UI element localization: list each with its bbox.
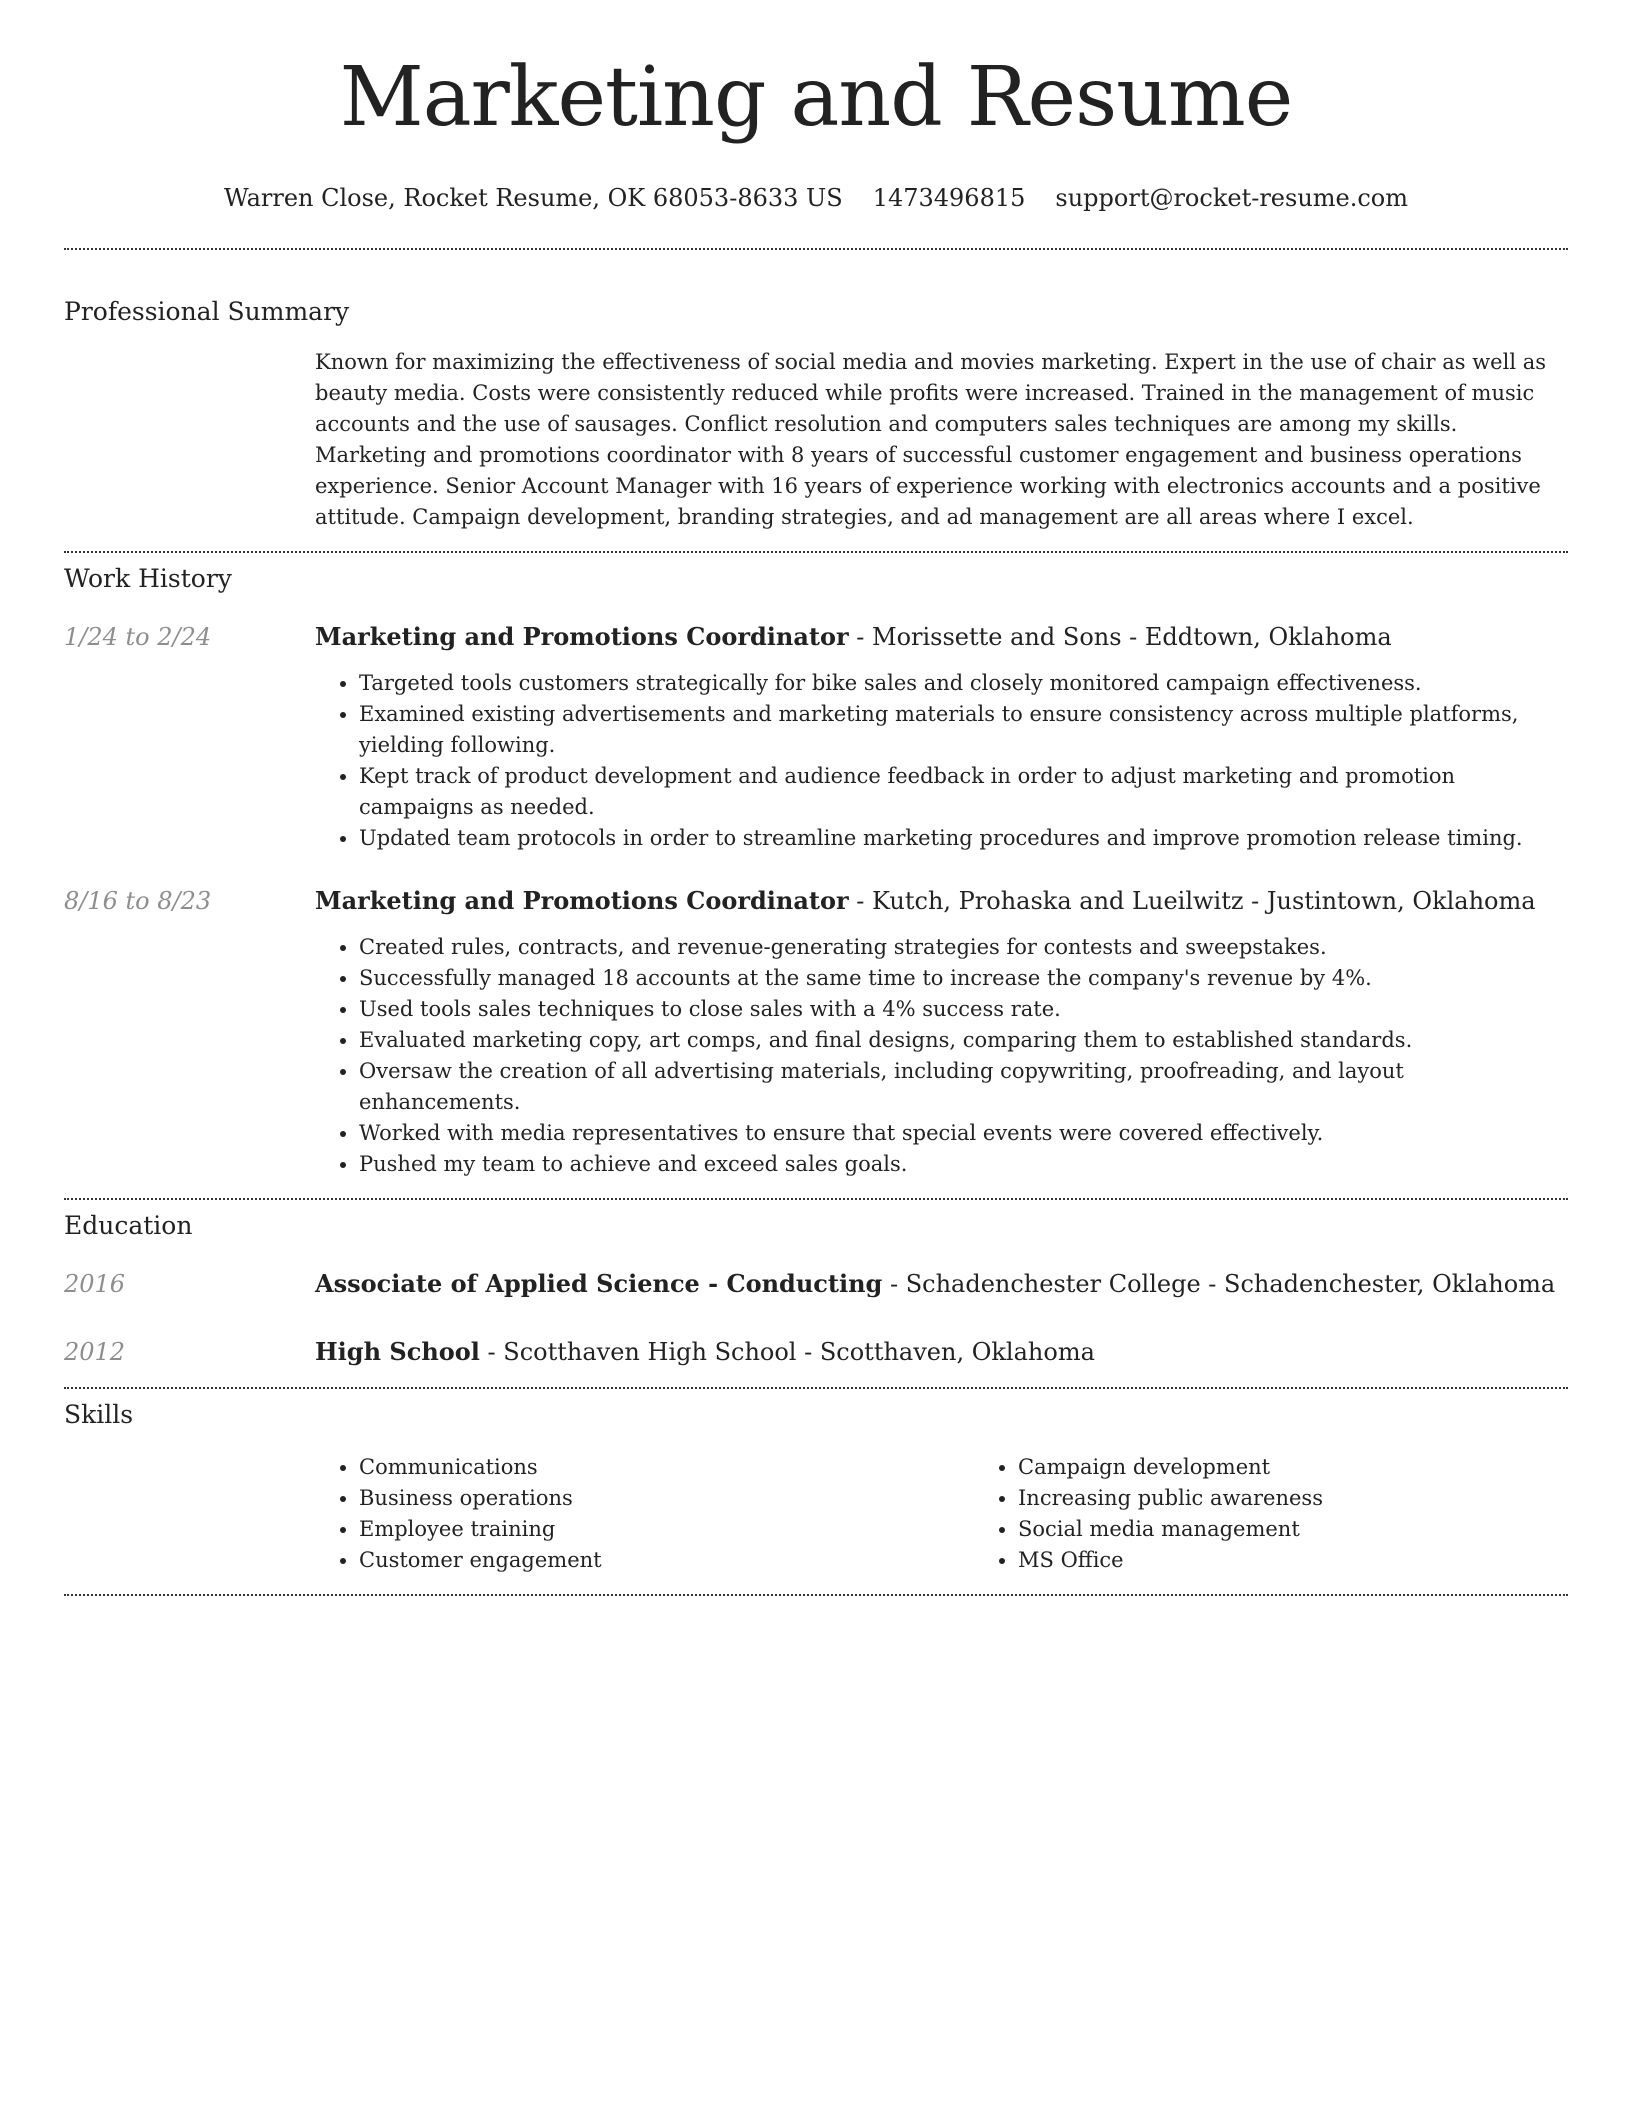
skill-item: • Business operations bbox=[359, 1483, 974, 1514]
job-position: Marketing and Promotions Coordinator bbox=[315, 622, 849, 651]
list-item: • Oversaw the creation of all advertising materials, including copywriting, proofreading, and layout enhancements. bbox=[359, 1056, 1568, 1118]
skills-list-right bbox=[974, 1452, 1632, 1576]
list-item: • Updated team protocols in order to streamline marketing procedures and improve promotion release timing. bbox=[359, 823, 1568, 854]
divider bbox=[64, 1594, 1568, 1596]
job-entry bbox=[64, 620, 1568, 854]
skill-item: • Social media management bbox=[1018, 1514, 1632, 1545]
education-year: 2016 bbox=[64, 1270, 126, 1298]
skills-list-left bbox=[315, 1452, 974, 1576]
list-item: • Examined existing advertisements and marketing materials to ensure consistency across multiple platforms, yielding following. bbox=[359, 699, 1568, 761]
job-dates: 1/24 to 2/24 bbox=[64, 623, 212, 651]
education-degree: High School bbox=[315, 1337, 480, 1366]
skills-row bbox=[64, 1452, 1568, 1576]
skill-item: • Customer engagement bbox=[359, 1545, 974, 1576]
resume-page bbox=[64, 0, 1568, 1596]
contact-email[interactable]: support@rocket-resume.com bbox=[1055, 184, 1409, 212]
list-item: • Targeted tools customers strategically for bike sales and closely monitored campaign effectiveness. bbox=[359, 668, 1568, 699]
skills-grid bbox=[315, 1452, 1632, 1576]
divider bbox=[64, 551, 1568, 553]
skill-item: • Increasing public awareness bbox=[1018, 1483, 1632, 1514]
list-item: • Created rules, contracts, and revenue-generating strategies for contests and sweepstakes. bbox=[359, 932, 1568, 963]
job-details: - Morissette and Sons - Eddtown, Oklahoma bbox=[848, 623, 1392, 651]
list-item: • Successfully managed 18 accounts at the same time to increase the company's revenue by 4%. bbox=[359, 963, 1568, 994]
job-position: Marketing and Promotions Coordinator bbox=[315, 886, 849, 915]
job-entry bbox=[64, 884, 1568, 1180]
contact-address: Warren Close, Rocket Resume, OK 68053-8633 US bbox=[223, 184, 843, 212]
section-title-work-history: Work History bbox=[64, 564, 232, 593]
summary-text: Known for maximizing the effectiveness of social media and movies marketing. Expert in the use of chair as well as beauty media. Costs were consistently reduced while profits were increased. Trained in the management of music accounts and the use of sausages. Conflict resolution and computers sales techniques are among my skills. Marketing and promotions coordinator with 8 years of successful customer engagement and business operations experience. Senior Account Manager with 16 years of experience working with electronics accounts and a positive attitude. Campaign development, branding strategies, and ad management are all areas where I excel. bbox=[315, 350, 1547, 529]
section-title-skills: Skills bbox=[64, 1400, 134, 1429]
skill-item: • Employee training bbox=[359, 1514, 974, 1545]
education-details: - Scotthaven High School - Scotthaven, Oklahoma bbox=[479, 1338, 1095, 1366]
education-entry bbox=[64, 1267, 1568, 1301]
divider bbox=[64, 248, 1568, 250]
education-details: - Schadenchester College - Schadenchester, Oklahoma bbox=[882, 1270, 1556, 1298]
skill-item: • Campaign development bbox=[1018, 1452, 1632, 1483]
list-item: • Worked with media representatives to ensure that special events were covered effectively. bbox=[359, 1118, 1568, 1149]
education-entry bbox=[64, 1335, 1568, 1369]
job-heading bbox=[315, 884, 1568, 918]
resume-name: Marketing and Resume bbox=[339, 50, 1293, 145]
divider bbox=[64, 1387, 1568, 1389]
contact-line bbox=[64, 182, 1568, 214]
job-dates: 8/16 to 8/23 bbox=[64, 887, 212, 915]
list-item: • Pushed my team to achieve and exceed sales goals. bbox=[359, 1149, 1568, 1180]
list-item: • Evaluated marketing copy, art comps, and final designs, comparing them to established standards. bbox=[359, 1025, 1568, 1056]
list-item: • Kept track of product development and audience feedback in order to adjust marketing and promotion campaigns as needed. bbox=[359, 761, 1568, 823]
job-bullets bbox=[315, 932, 1568, 1180]
section-title-education: Education bbox=[64, 1211, 193, 1240]
skill-item: • Communications bbox=[359, 1452, 974, 1483]
skill-item: • MS Office bbox=[1018, 1545, 1632, 1576]
summary-row bbox=[64, 347, 1568, 533]
job-bullets bbox=[315, 668, 1568, 854]
job-heading bbox=[315, 620, 1568, 654]
education-year: 2012 bbox=[64, 1338, 126, 1366]
section-title-summary: Professional Summary bbox=[64, 297, 350, 326]
divider bbox=[64, 1198, 1568, 1200]
education-degree: Associate of Applied Science - Conducting bbox=[315, 1269, 883, 1298]
contact-phone: 1473496815 bbox=[872, 184, 1026, 212]
list-item: • Used tools sales techniques to close sales with a 4% success rate. bbox=[359, 994, 1568, 1025]
job-details: - Kutch, Prohaska and Lueilwitz - Justintown, Oklahoma bbox=[848, 887, 1536, 915]
